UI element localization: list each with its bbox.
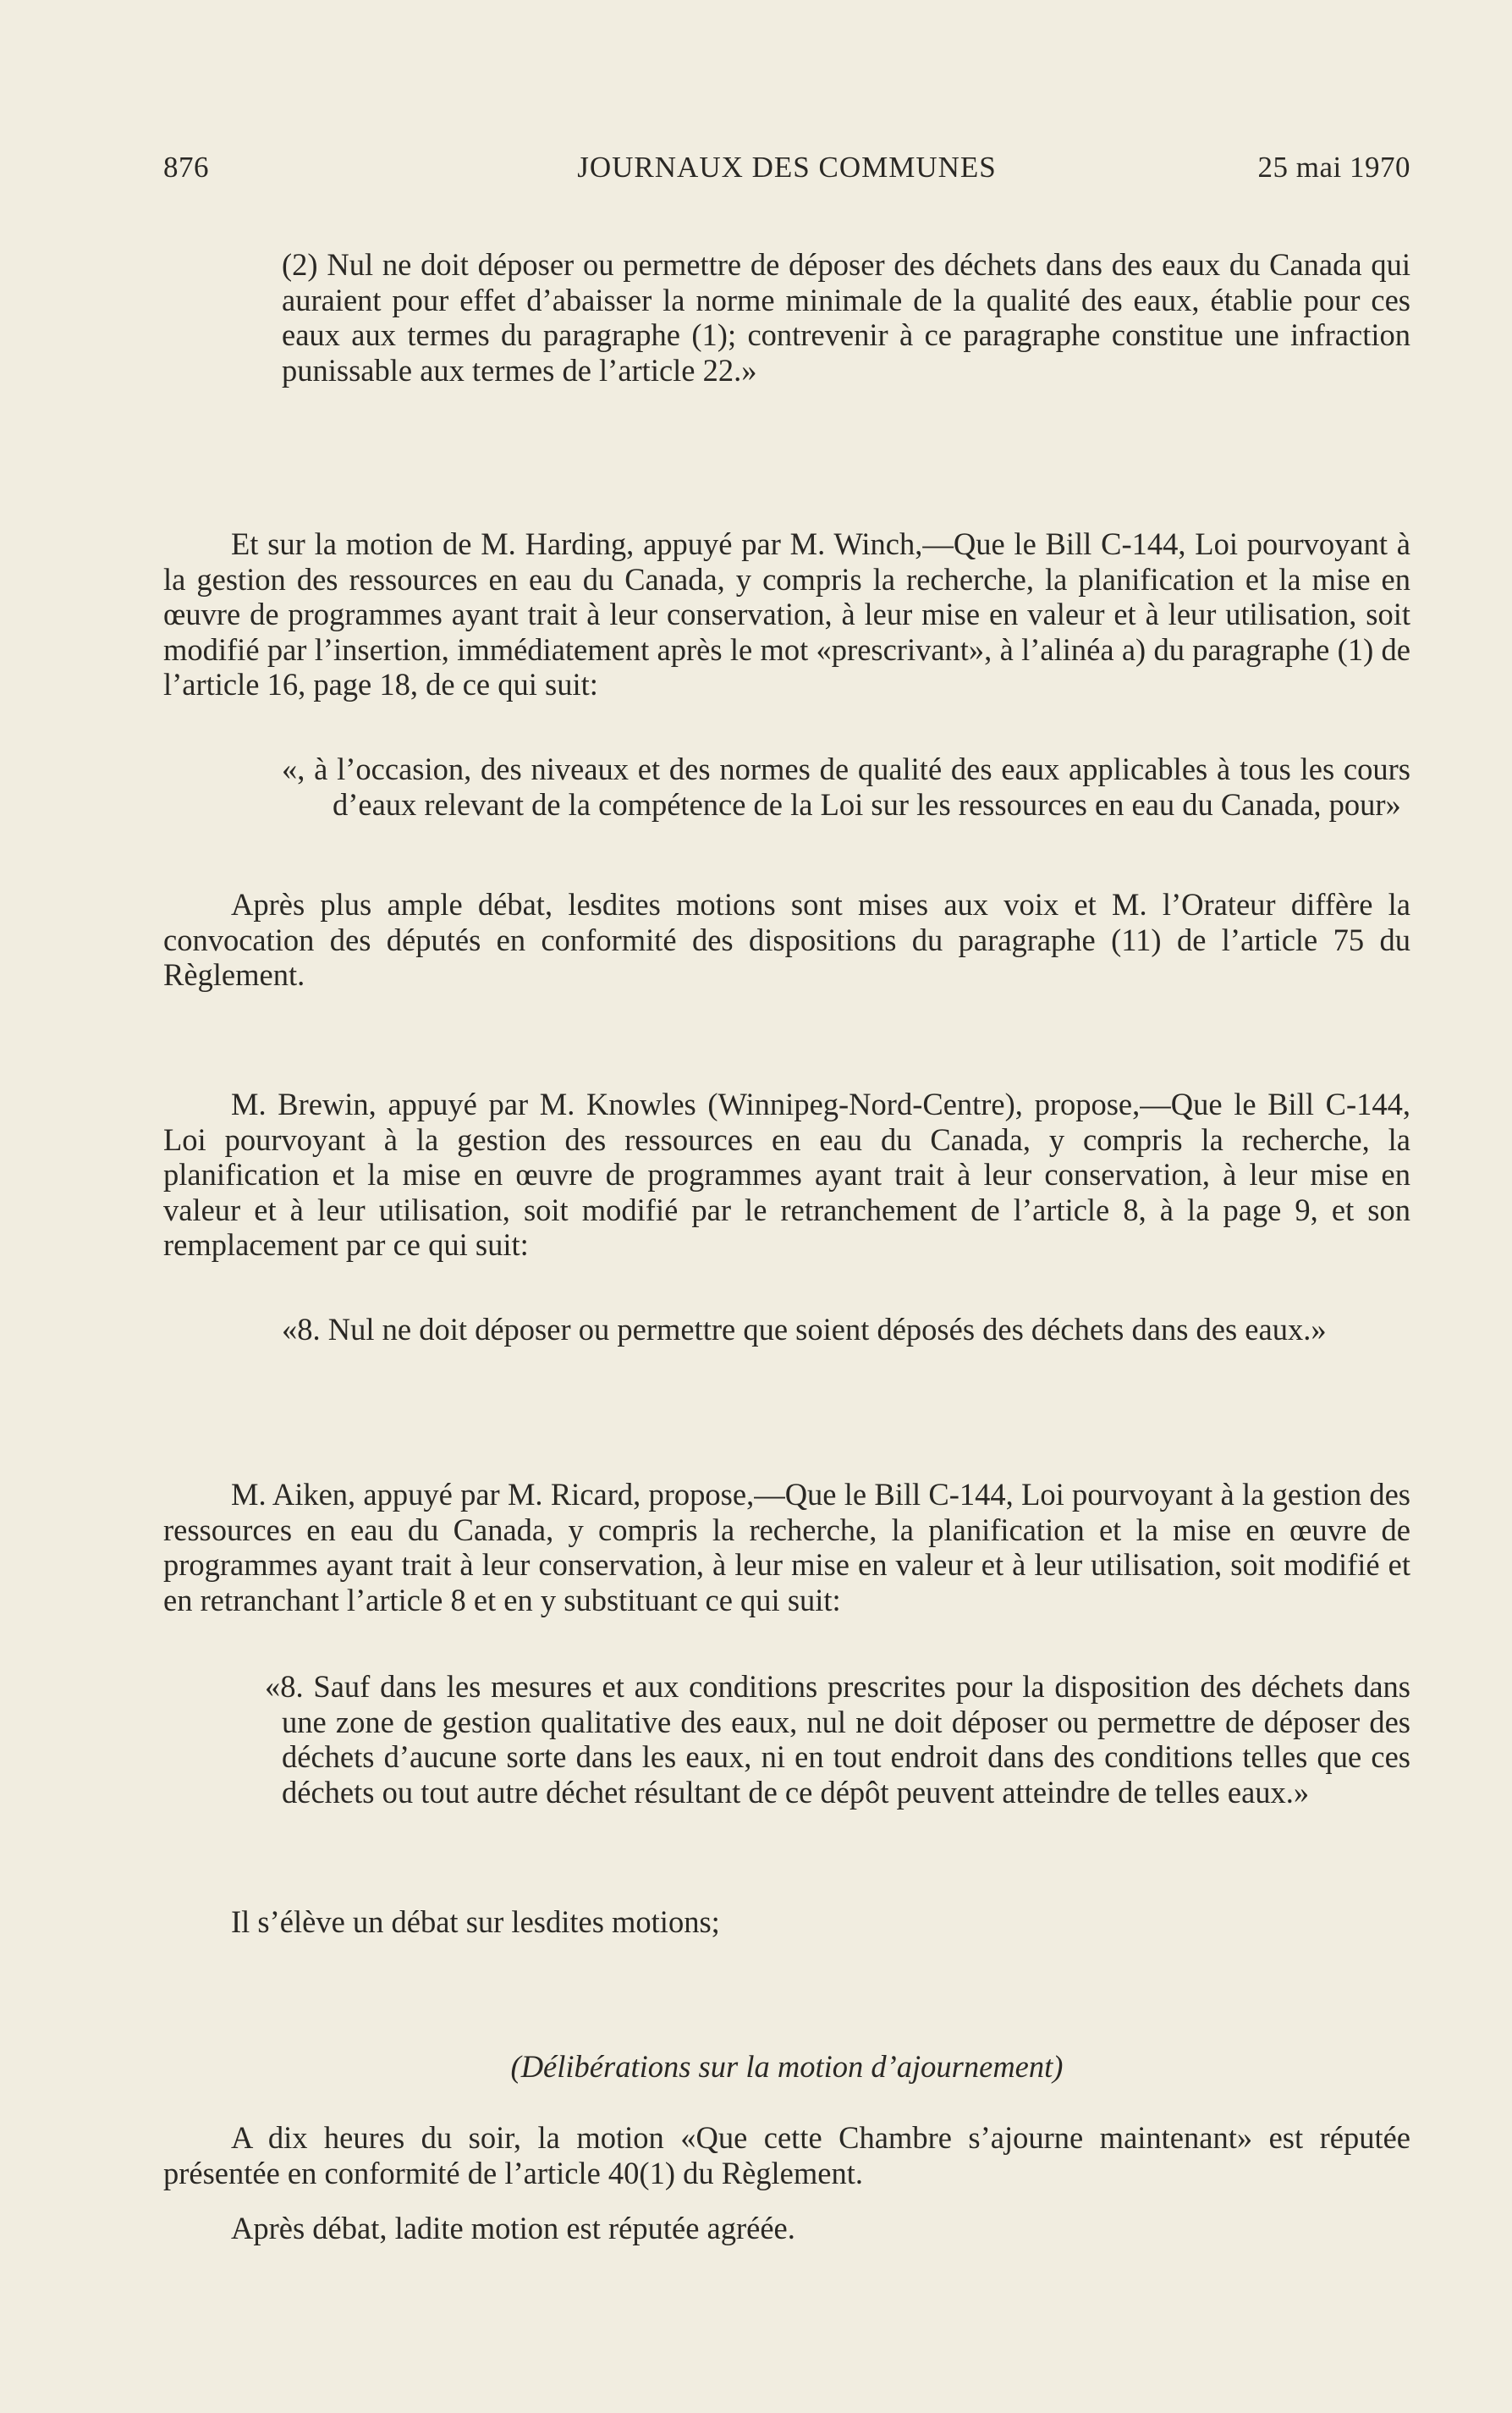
paragraph-debate-outcome: Après plus ample débat, lesdites motions sont mises aux voix et M. l’Orateur diffère la convocation des députés en conformité des dispositions du paragraphe (11) de l’article 75 du Règlement.	[163, 887, 1410, 992]
paragraph-brewin-motion: M. Brewin, appuyé par M. Knowles (Winnipeg-Nord-Centre), propose,—Que le Bill C-144, Loi pourvoyant à la gestion des ressources en eau du Canada, y compris la recherche, la planification et la mise en œuvre de programmes ayant trait à leur conservation, à leur mise en valeur et à leur utilisation, soit modifié par le retranchement de l’article 8, à la page 9, et son remplacement par ce qui suit:	[163, 1087, 1410, 1262]
paragraph-adjournment-outcome: Après débat, ladite motion est réputée agréée.	[231, 2211, 795, 2245]
adjournment-outcome	[163, 2211, 1410, 2246]
page-header	[163, 151, 1410, 196]
adjournment-motion	[163, 2120, 1410, 2190]
section-heading: (Délibérations sur la motion d’ajournement)	[510, 2049, 1064, 2084]
paragraph-subsection-2: (2) Nul ne doit déposer ou permettre de déposer des déchets dans des eaux du Canada qui auraient pour effet d’abaisser la norme minimale de la qualité des eaux, établie pour ces eaux aux termes du paragraphe (1); contrevenir à ce paragraphe constitue une infraction punissable aux termes de l’article 22.»	[282, 247, 1410, 388]
paragraph-debate-statement: Il s’élève un débat sur lesdites motions;	[231, 1904, 720, 1939]
paragraph-adjournment-motion: A dix heures du soir, la motion «Que cette Chambre s’ajourne maintenant» est réputée présentée en conformité de l’article 40(1) du Règlement.	[163, 2120, 1410, 2190]
paragraph-aiken-amendment: «8. Sauf dans les mesures et aux conditions prescrites pour la disposition des déchets dans une zone de gestion qualitative des eaux, nul ne doit déposer ou permettre de déposer des déchets d’aucune sorte dans les eaux, ni en tout endroit dans des conditions telles que ces déchets ou tout autre déchet résultant de ce dépôt peuvent atteindre de telles eaux.»	[265, 1669, 1410, 1810]
issue-date: 25 mai 1970	[1257, 151, 1410, 184]
brewin-motion	[163, 1087, 1410, 1263]
paragraph-brewin-amendment: «8. Nul ne doit déposer ou permettre que soient déposés des déchets dans des eaux.»	[282, 1312, 1327, 1347]
debate-outcome	[163, 887, 1410, 993]
harding-motion	[163, 526, 1410, 702]
harding-amendment-quote	[282, 752, 1410, 822]
debate-statement	[163, 1904, 1410, 1940]
brewin-amendment-quote	[282, 1312, 1410, 1347]
page-number: 876	[163, 151, 209, 184]
quoted-subsection-2	[282, 247, 1410, 388]
aiken-motion	[163, 1477, 1410, 1617]
paragraph-harding-motion: Et sur la motion de M. Harding, appuyé par M. Winch,—Que le Bill C-144, Loi pourvoyant à la gestion des ressources en eau du Canada, y compris la recherche, la planification et la mise en œuvre de programmes ayant trait à leur conservation, à leur mise en valeur et à leur utilisation, soit modifié par l’insertion, immédiatement après le mot «prescrivant», à l’alinéa a) du paragraphe (1) de l’article 16, page 18, de ce qui suit:	[163, 526, 1410, 702]
journal-title: JOURNAUX DES COMMUNES	[577, 151, 997, 184]
paragraph-harding-amendment: «, à l’occasion, des niveaux et des normes de qualité des eaux applicables à tous les cours d’eaux relevant de la compétence de la Loi sur les ressources en eau du Canada, pour»	[282, 752, 1410, 822]
aiken-amendment-quote	[265, 1669, 1410, 1810]
paragraph-aiken-motion: M. Aiken, appuyé par M. Ricard, propose,—Que le Bill C-144, Loi pourvoyant à la gestion des ressources en eau du Canada, y compris la recherche, la planification et la mise en œuvre de programmes ayant trait à leur conservation, à leur mise en valeur et à leur utilisation, soit modifié et en retranchant l’article 8 et en y substituant ce qui suit:	[163, 1477, 1410, 1617]
